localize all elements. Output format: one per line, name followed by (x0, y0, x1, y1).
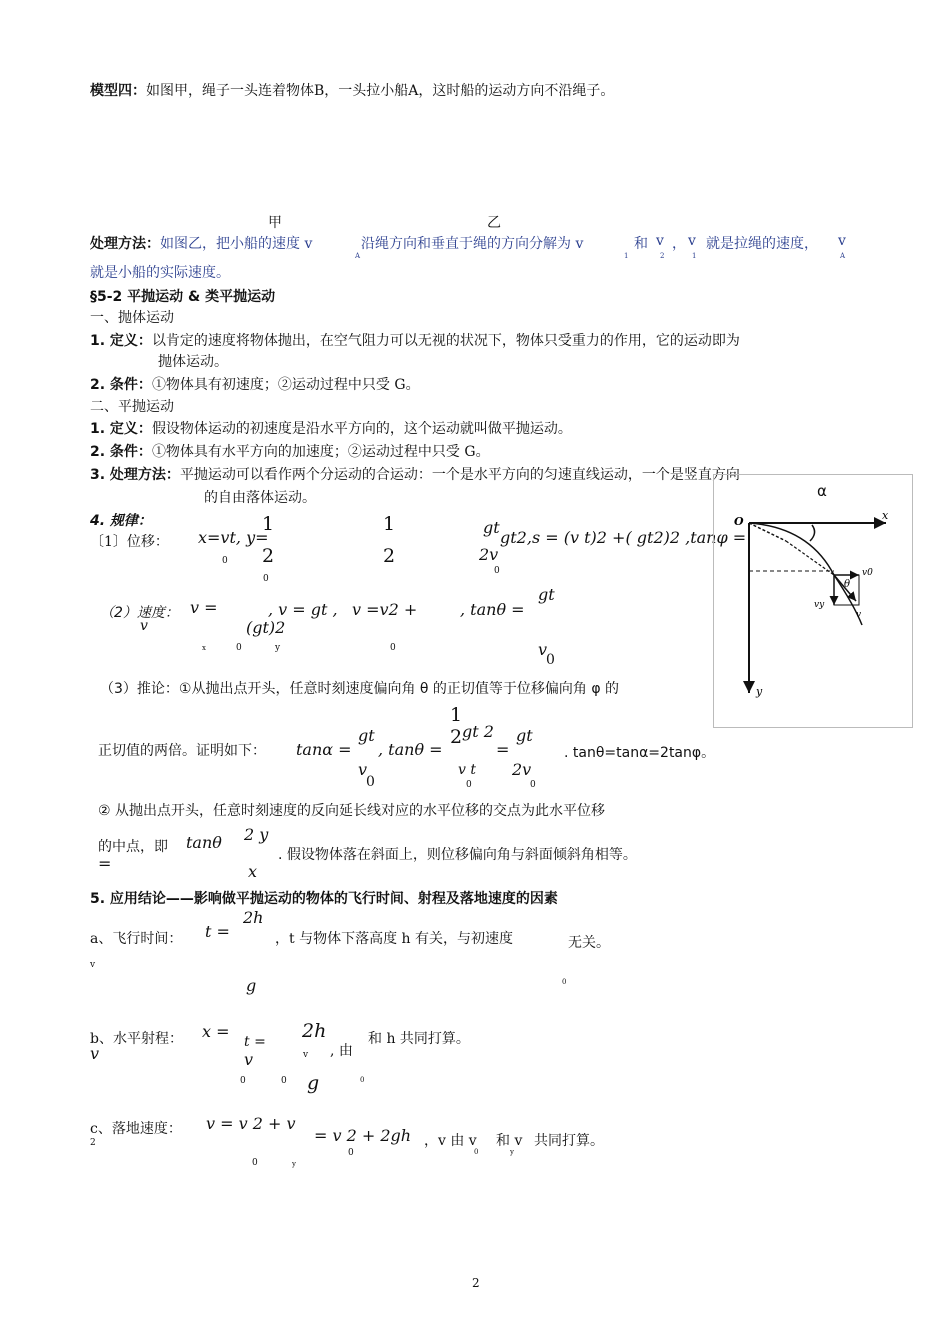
theta-label: θ (844, 579, 851, 590)
sub: 0 (360, 1076, 365, 1084)
heading-2: 二、平抛运动 (90, 399, 174, 415)
inf2-eq: = (98, 854, 112, 873)
frac-num: 2h (243, 908, 264, 927)
a-v: v (90, 960, 96, 970)
method-v2: v (656, 233, 664, 249)
inf2-end: . 假设物体落在斜面上，则位移偏向角与斜面倾斜角相等。 (278, 847, 637, 863)
sub: 0 (252, 1158, 258, 1168)
b-t: t = (244, 1034, 266, 1050)
disp-x: x=vt, y= (198, 528, 269, 547)
frac-den: 2v (479, 545, 499, 564)
inf2-mid: 的中点，即 (98, 839, 168, 855)
sub: 0 (562, 978, 567, 986)
cond2 (90, 441, 490, 461)
cond1 (90, 374, 420, 394)
sub: 0 (494, 566, 500, 576)
sub: 0 (390, 643, 396, 653)
inf-vt: v t (458, 762, 476, 778)
a-t: t = (205, 922, 230, 941)
method-he: 和 (634, 236, 648, 252)
vel-vy: , v = gt , (268, 600, 338, 619)
sub: 0 (366, 774, 375, 790)
vel-tan: , tanθ = (460, 600, 525, 619)
b-x: x = (202, 1022, 230, 1041)
def2 (90, 418, 572, 438)
inf-eq: = (496, 740, 510, 759)
b-v2: v (303, 1050, 309, 1060)
frac-num: 1 (383, 513, 396, 535)
c-eq: = v 2 + 2gh (314, 1126, 412, 1145)
method-va: v (838, 233, 846, 249)
alpha-label: α (817, 482, 827, 500)
sub: 1 (692, 252, 697, 260)
x-axis-label: x (882, 509, 889, 522)
c-end2: 共同打算。 (534, 1133, 604, 1149)
c-end: ，v 由 v (424, 1133, 477, 1149)
sub: x (202, 644, 206, 652)
sub: 0 (546, 652, 555, 668)
c-label: c、落地速度： (90, 1121, 182, 1137)
sub: 0 (474, 1148, 479, 1156)
vel-label: （2）速度： (100, 605, 179, 621)
figure-label-yi: 乙 (487, 215, 501, 231)
frac-den: x (248, 862, 258, 881)
b-v: v (90, 1044, 100, 1063)
sub: y (510, 1148, 514, 1156)
method2-line1 (90, 464, 740, 484)
method-text-2: 沿绳方向和垂直于绳的方向分解为 v (361, 236, 584, 252)
inf-tanA: tanα = (296, 740, 352, 759)
text: 以肯定的速度将物体抛出，在空气阻力可以无视的状况下，物体只受重力的作用，它的运动即为 (151, 333, 740, 349)
method-text-3: 就是拉绳的速度， (706, 236, 818, 252)
sub: 0 (222, 556, 228, 566)
frac-den: g (307, 1072, 320, 1094)
frac-num: gt (516, 726, 533, 745)
b-end: 和 h 共同打算。 (368, 1031, 470, 1047)
projectile-diagram (713, 474, 913, 728)
method-text: 如图乙，把小船的速度 v (160, 236, 313, 252)
sub: y (275, 643, 281, 653)
frac-num: gt (483, 518, 500, 537)
method-v1: v (688, 233, 696, 249)
vel-gt2: (gt)2 (246, 618, 286, 637)
method-comma: ， (672, 236, 686, 252)
sub: 2 (660, 252, 665, 260)
sub: 0 (236, 643, 242, 653)
method-label: 处理方法： (90, 236, 160, 252)
sub: A (355, 252, 361, 260)
model4-label: 模型四： (90, 83, 146, 99)
def1-line2: 抛体运动。 (158, 354, 228, 370)
frac-num: gt (358, 726, 375, 745)
c-2: 2 (90, 1138, 96, 1148)
diagram-svg (714, 475, 912, 727)
c-he: 和 v (496, 1133, 523, 1149)
frac-den: g (246, 976, 257, 995)
vel-vx: v = (190, 598, 218, 617)
disp-label: 〔1〕位移： (90, 534, 169, 550)
inference-1b: 正切值的两倍。证明如下： (98, 743, 266, 759)
text: 平抛运动可以看作两个分运动的合运动：一个是水平方向的匀速直线运动，一个是竖直方向 (179, 467, 740, 483)
disp-rest: gt2,s = (v t)2 +( gt2)2 ,tanφ = (500, 528, 747, 547)
sub: 0 (263, 574, 269, 584)
vel-v: v (140, 618, 148, 634)
model4-text: 如图甲，绳子一头连着物体B，一头拉小船A，这时船的运动方向不沿绳子。 (146, 83, 615, 99)
v-label: v (856, 610, 862, 620)
text: ①物体具有水平方向的加速度；②运动过程中只受 G。 (151, 444, 490, 460)
vel-v2: v =v2 + (352, 600, 418, 619)
method2-line2: 的自由落体运动。 (204, 490, 316, 506)
sub: 0 (281, 1076, 287, 1086)
frac-den: 2 (262, 545, 275, 567)
inf2-tan: tanθ (186, 833, 222, 852)
sub: 0 (466, 780, 472, 790)
sub: y (292, 1160, 296, 1168)
a-end: 无关。 (568, 935, 610, 951)
sub: 1 (624, 252, 629, 260)
frac-den: v (358, 760, 368, 779)
frac-den: 2 (450, 726, 463, 748)
text: 假设物体运动的初速度是沿水平方向的，这个运动就叫做平抛运动。 (151, 421, 572, 437)
v0-label: v0 (862, 568, 873, 578)
heading-1: 一、抛体运动 (90, 310, 174, 326)
label: 3. 处理方法： (90, 467, 180, 483)
section-title: §5-2 平抛运动 & 类平抛运动 (90, 289, 276, 305)
sub: 0 (240, 1076, 246, 1086)
figure-label-jia: 甲 (268, 215, 282, 231)
label: 2. 条件： (90, 377, 152, 393)
tangent-extension (786, 541, 834, 575)
inf-gt2: gt 2 (462, 722, 494, 741)
label: 2. 条件： (90, 444, 152, 460)
law-label: 4. 规律： (90, 513, 152, 529)
trajectory-curve (749, 523, 862, 625)
def1-line1 (90, 330, 740, 350)
frac-den: v (538, 640, 548, 659)
inf-end: . tanθ=tanα=2tanφ。 (564, 745, 716, 761)
b-you: , 由 (330, 1043, 353, 1059)
vy-label: vy (814, 600, 825, 610)
label: 1. 定义： (90, 333, 152, 349)
method-line-1 (90, 233, 312, 253)
a-text: ，t 与物体下落高度 h 有关，与初速度 (275, 931, 513, 947)
frac-num: 1 (450, 704, 463, 726)
frac-num: 2h (302, 1020, 327, 1042)
a-label: a、飞行时间： (90, 931, 183, 947)
inf-tanT: , tanθ = (378, 740, 443, 759)
b-v0: v (244, 1050, 254, 1069)
sub: 0 (348, 1148, 354, 1158)
alpha-arc (810, 525, 815, 541)
c-expr: v = v 2 + v (206, 1114, 296, 1133)
frac-den: 2v (512, 760, 532, 779)
model4-line (90, 80, 614, 100)
frac-num: gt (538, 585, 555, 604)
page-number: 2 (472, 1276, 480, 1290)
sub: A (840, 252, 846, 260)
inference-2: ② 从抛出点开头，任意时刻速度的反向延长线对应的水平位移的交点为此水平位移 (98, 803, 605, 819)
origin-label: O (734, 515, 744, 528)
frac-num: 2 y (244, 825, 269, 844)
y-axis-label: y (756, 685, 763, 698)
app-title: 5. 应用结论——影响做平抛运动的物体的飞行时间、射程及落地速度的因素 (90, 891, 558, 907)
text: ①物体具有初速度；②运动过程中只受 G。 (151, 377, 420, 393)
sub: 0 (530, 780, 536, 790)
frac-den: 2 (383, 545, 396, 567)
label: 1. 定义： (90, 421, 152, 437)
method-line-2: 就是小船的实际速度。 (90, 265, 230, 281)
inference-1: （3）推论：①从抛出点开头，任意时刻速度偏向角 θ 的正切值等于位移偏向角 φ 的 (100, 681, 620, 697)
b-label: b、水平射程： (90, 1031, 183, 1047)
frac-num: 1 (262, 513, 275, 535)
